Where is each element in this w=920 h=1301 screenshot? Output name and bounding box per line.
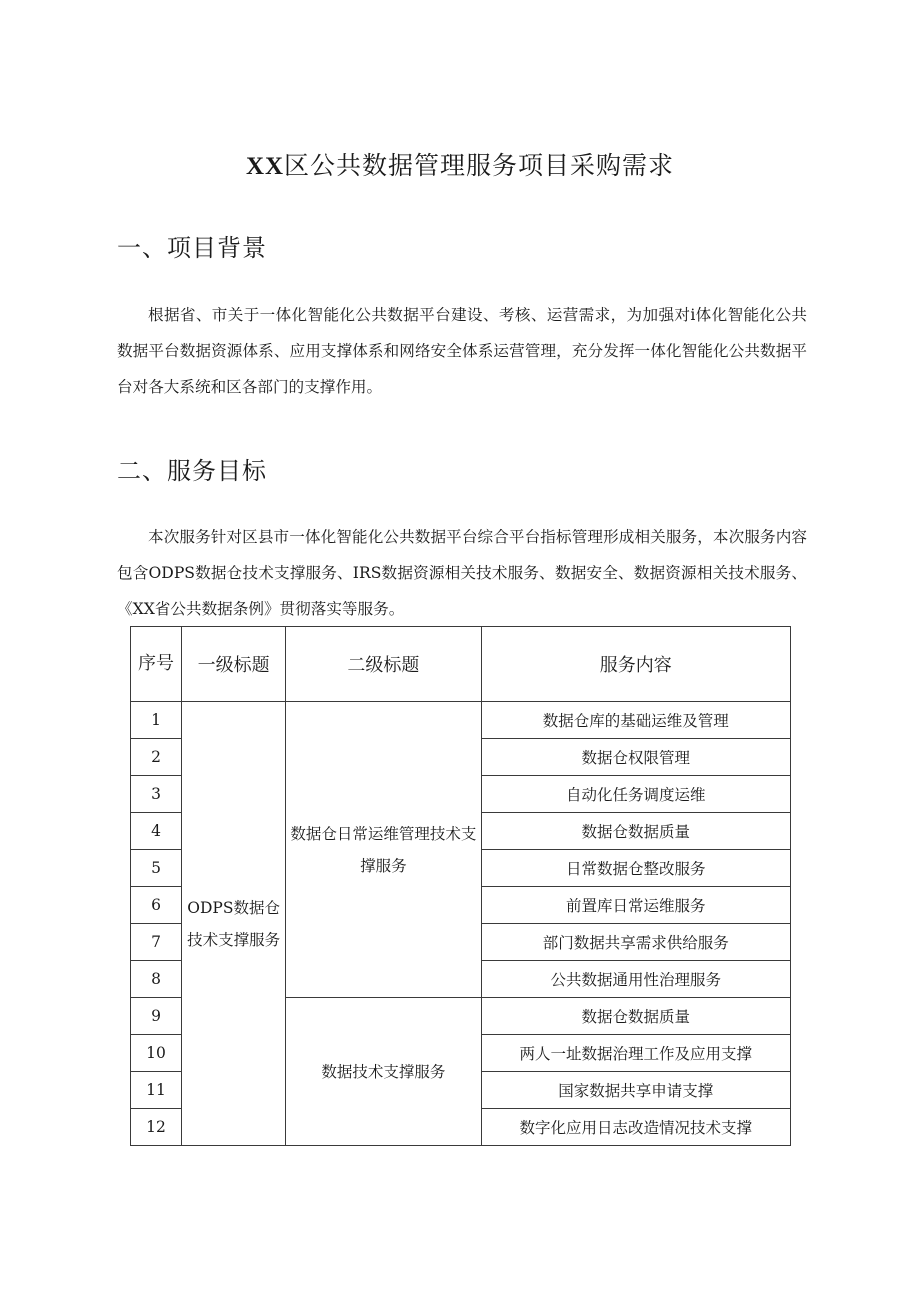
header-level1: 一级标题 [182,627,286,702]
document-title [0,146,920,182]
row-no: 9 [131,998,182,1035]
section-paragraph-goals: 本次服务针对区县市一体化智能化公共数据平台综合平台指标管理形成相关服务，本次服务内容包含ODPS数据仓技术支撑服务、IRS数据资源相关技术服务、数据安全、数据资源相关技术服务、《XX省公共数据条例》贯彻落实等服务。 [117,528,807,618]
row-no: 2 [131,739,182,776]
row-content: 数字化应用日志改造情况技术支撑 [481,1109,791,1146]
row-content: 前置库日常运维服务 [481,887,791,924]
row-no: 5 [131,850,182,887]
row-no: 10 [131,1035,182,1072]
service-table [130,626,791,1146]
row-no: 3 [131,776,182,813]
row-no: 1 [131,702,182,739]
document-title-prefix: XX [245,153,285,180]
row-no: 8 [131,961,182,998]
document-title-text: 区公共数据管理服务项目采购需求 [284,151,675,180]
section-heading-goals: 二、服务目标 [117,457,267,485]
row-no: 6 [131,887,182,924]
row-content: 数据仓数据质量 [481,813,791,850]
row-content: 自动化任务调度运维 [481,776,791,813]
row-content: 数据仓权限管理 [481,739,791,776]
header-no: 序号 [131,627,182,702]
row-content: 两人一址数据治理工作及应用支撑 [481,1035,791,1072]
row-content: 国家数据共享申请支撑 [481,1072,791,1109]
table-header-row [131,627,791,702]
row-content: 日常数据仓整改服务 [481,850,791,887]
level2-group-cell: 数据仓日常运维管理技术支撑服务 [286,702,481,998]
row-content: 部门数据共享需求供给服务 [481,924,791,961]
header-level2: 二级标题 [286,627,481,702]
table-row [131,702,791,739]
row-no: 4 [131,813,182,850]
section-heading-background: 一、项目背景 [117,234,267,262]
row-content: 数据仓数据质量 [481,998,791,1035]
row-content: 公共数据通用性治理服务 [481,961,791,998]
header-content: 服务内容 [481,627,791,702]
row-no: 7 [131,924,182,961]
section-paragraph-background: 根据省、市关于一体化智能化公共数据平台建设、考核、运营需求，为加强对i体化智能化公共数据平台数据资源体系、应用支撑体系和网络安全体系运营管理，充分发挥一体化智能化公共数据平台对各大系统和区各部门的支撑作用。 [117,306,807,396]
level1-group-cell: ODPS数据仓技术支撑服务 [182,702,286,1146]
row-no: 11 [131,1072,182,1109]
row-no: 12 [131,1109,182,1146]
level2-group-cell: 数据技术支撑服务 [286,998,481,1146]
row-content: 数据仓库的基础运维及管理 [481,702,791,739]
